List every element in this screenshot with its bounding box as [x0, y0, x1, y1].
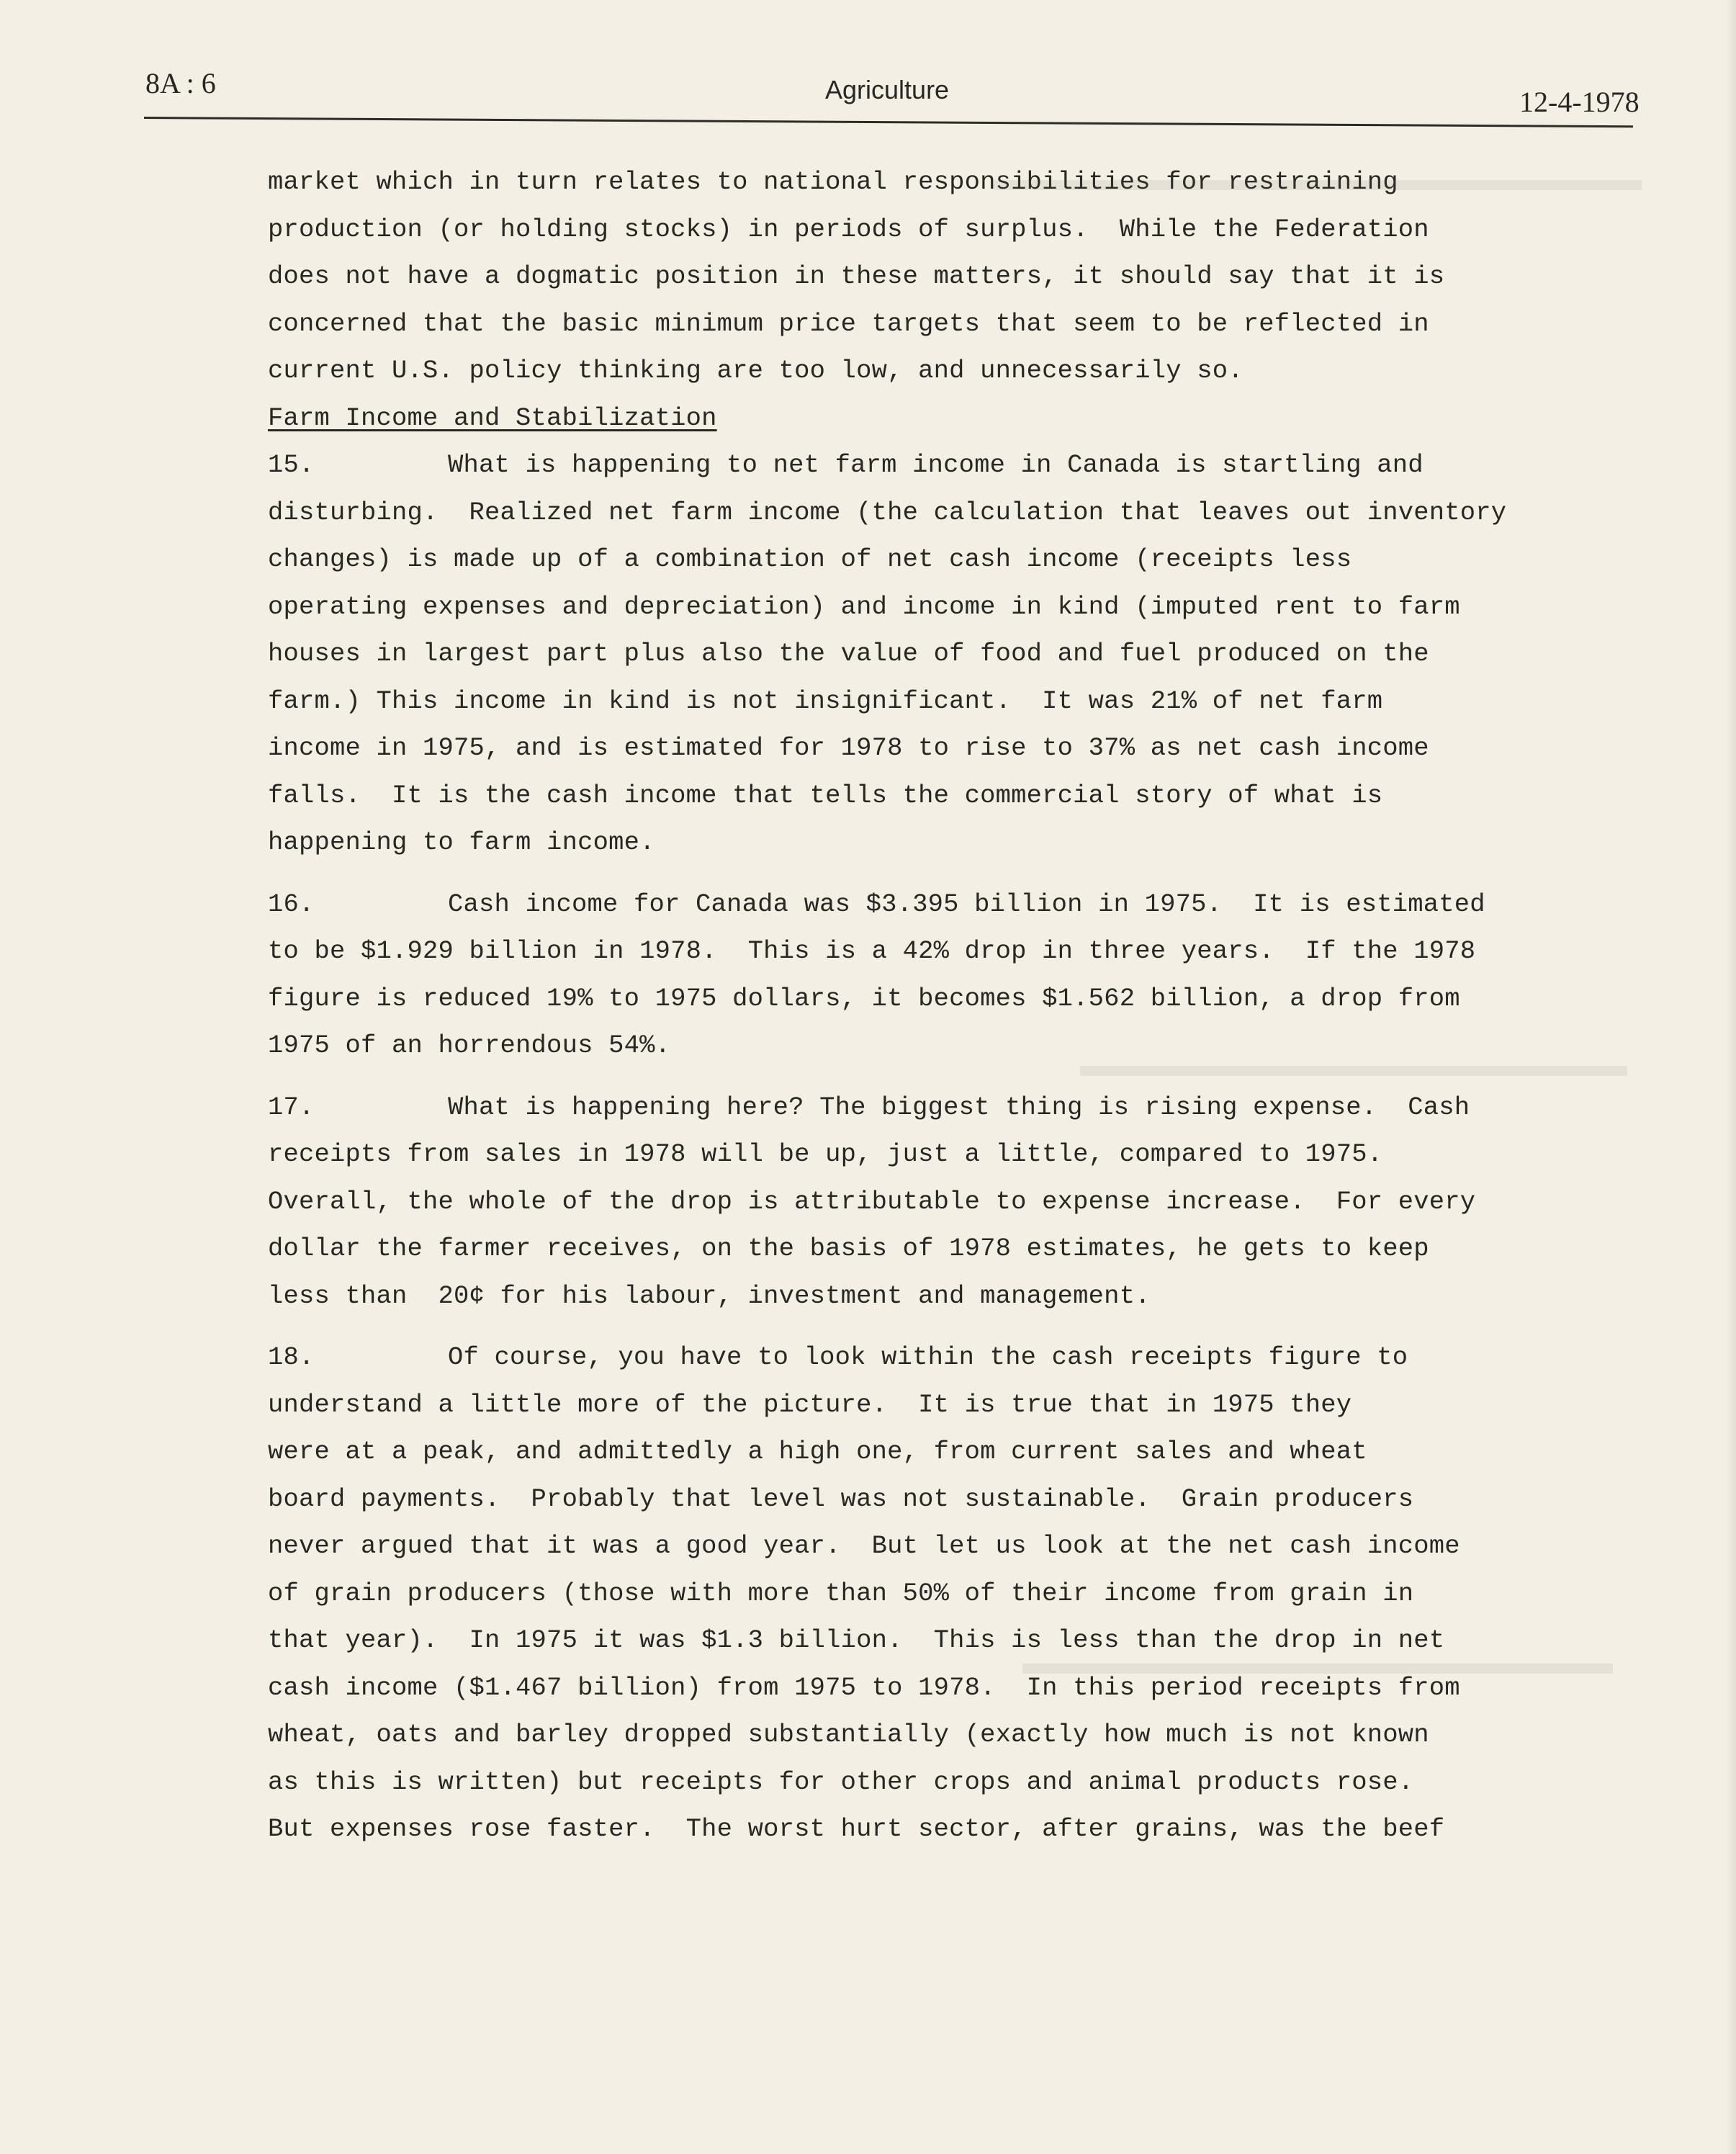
text-line: dollar the farmer receives, on the basis of 1978 estimates, he gets to keep [268, 1234, 1429, 1263]
text-line: current U.S. policy thinking are too low, and unnecessarily so. [268, 356, 1243, 385]
paragraph-text: Of course, you have to look within the cash receipts figure to [448, 1342, 1408, 1372]
text-line: concerned that the basic minimum price targets that seem to be reflected in [268, 308, 1429, 338]
text-line: board payments. Probably that level was not sustainable. Grain producers [268, 1484, 1414, 1514]
text-line: wheat, oats and barley dropped substantially (exactly how much is not known [268, 1720, 1429, 1749]
text-line: disturbing. Realized net farm income (the calculation that leaves out inventory [268, 497, 1507, 527]
paragraph-18-first-line [268, 1334, 1550, 1381]
paragraph-number: 18. [268, 1342, 315, 1372]
show-through-mark [1080, 1066, 1627, 1076]
body-text [268, 158, 1550, 1853]
text-line: never argued that it was a good year. But let us look at the net cash income [268, 1531, 1460, 1561]
header-rule [144, 117, 1633, 127]
paragraph-number: 17. [268, 1092, 315, 1122]
text-line: figure is reduced 19% to 1975 dollars, it becomes $1.562 billion, a drop from [268, 983, 1460, 1013]
text-line: to be $1.929 billion in 1978. This is a 42% drop in three years. If the 1978 [268, 936, 1476, 966]
paragraph-text: What is happening to net farm income in Canada is startling and [448, 450, 1424, 480]
text-line: market which in turn relates to national responsibilities for restraining [268, 167, 1398, 197]
text-line: were at a peak, and admittedly a high one, from current sales and wheat [268, 1437, 1367, 1466]
section-title: Agriculture [825, 75, 950, 104]
document-date: 12-4-1978 [1519, 86, 1640, 118]
show-through-mark [994, 180, 1642, 190]
text-line: understand a little more of the picture. It is true that in 1975 they [268, 1389, 1352, 1419]
paragraph-number: 16. [268, 889, 315, 919]
text-line: operating expenses and depreciation) and income in kind (imputed rent to farm [268, 591, 1460, 621]
page-reference: 8A : 6 [145, 67, 216, 99]
text-line: cash income ($1.467 billion) from 1975 to 1978. In this period receipts from [268, 1672, 1460, 1702]
text-line: farm.) This income in kind is not insignificant. It was 21% of net farm [268, 686, 1383, 716]
text-line: 1975 of an horrendous 54%. [268, 1031, 671, 1060]
text-line: falls. It is the cash income that tells the commercial story of what is [268, 780, 1383, 810]
text-line: receipts from sales in 1978 will be up, just a little, compared to 1975. [268, 1139, 1383, 1169]
text-line: income in 1975, and is estimated for 1978 to rise to 37% as net cash income [268, 733, 1429, 763]
page-edge-shadow [1726, 0, 1736, 2154]
text-line: But expenses rose faster. The worst hurt sector, after grains, was the beef [268, 1814, 1445, 1844]
show-through-mark [1022, 1664, 1613, 1674]
paragraph-17-first-line [268, 1084, 1550, 1131]
text-line: Overall, the whole of the drop is attributable to expense increase. For every [268, 1186, 1476, 1216]
paragraph-15-first-line [268, 441, 1550, 489]
section-heading: Farm Income and Stabilization [268, 403, 717, 433]
paragraph-16-first-line [268, 881, 1550, 928]
text-line: as this is written) but receipts for other crops and animal products rose. [268, 1767, 1414, 1797]
paragraph-number: 15. [268, 450, 315, 480]
paragraph-text: Cash income for Canada was $3.395 billion in 1975. It is estimated [448, 889, 1485, 919]
text-line: changes) is made up of a combination of net cash income (receipts less [268, 544, 1352, 574]
text-line: of grain producers (those with more than 50% of their income from grain in [268, 1578, 1414, 1608]
paragraph-text: What is happening here? The biggest thing is rising expense. Cash [448, 1092, 1470, 1122]
text-line: houses in largest part plus also the value of food and fuel produced on the [268, 639, 1429, 668]
text-line: that year). In 1975 it was $1.3 billion. This is less than the drop in net [268, 1625, 1445, 1655]
text-line: production (or holding stocks) in periods of surplus. While the Federation [268, 214, 1429, 244]
text-line: happening to farm income. [268, 827, 655, 857]
text-line: does not have a dogmatic position in these matters, it should say that it is [268, 261, 1445, 291]
text-line: less than 20¢ for his labour, investment and management. [268, 1280, 1151, 1311]
